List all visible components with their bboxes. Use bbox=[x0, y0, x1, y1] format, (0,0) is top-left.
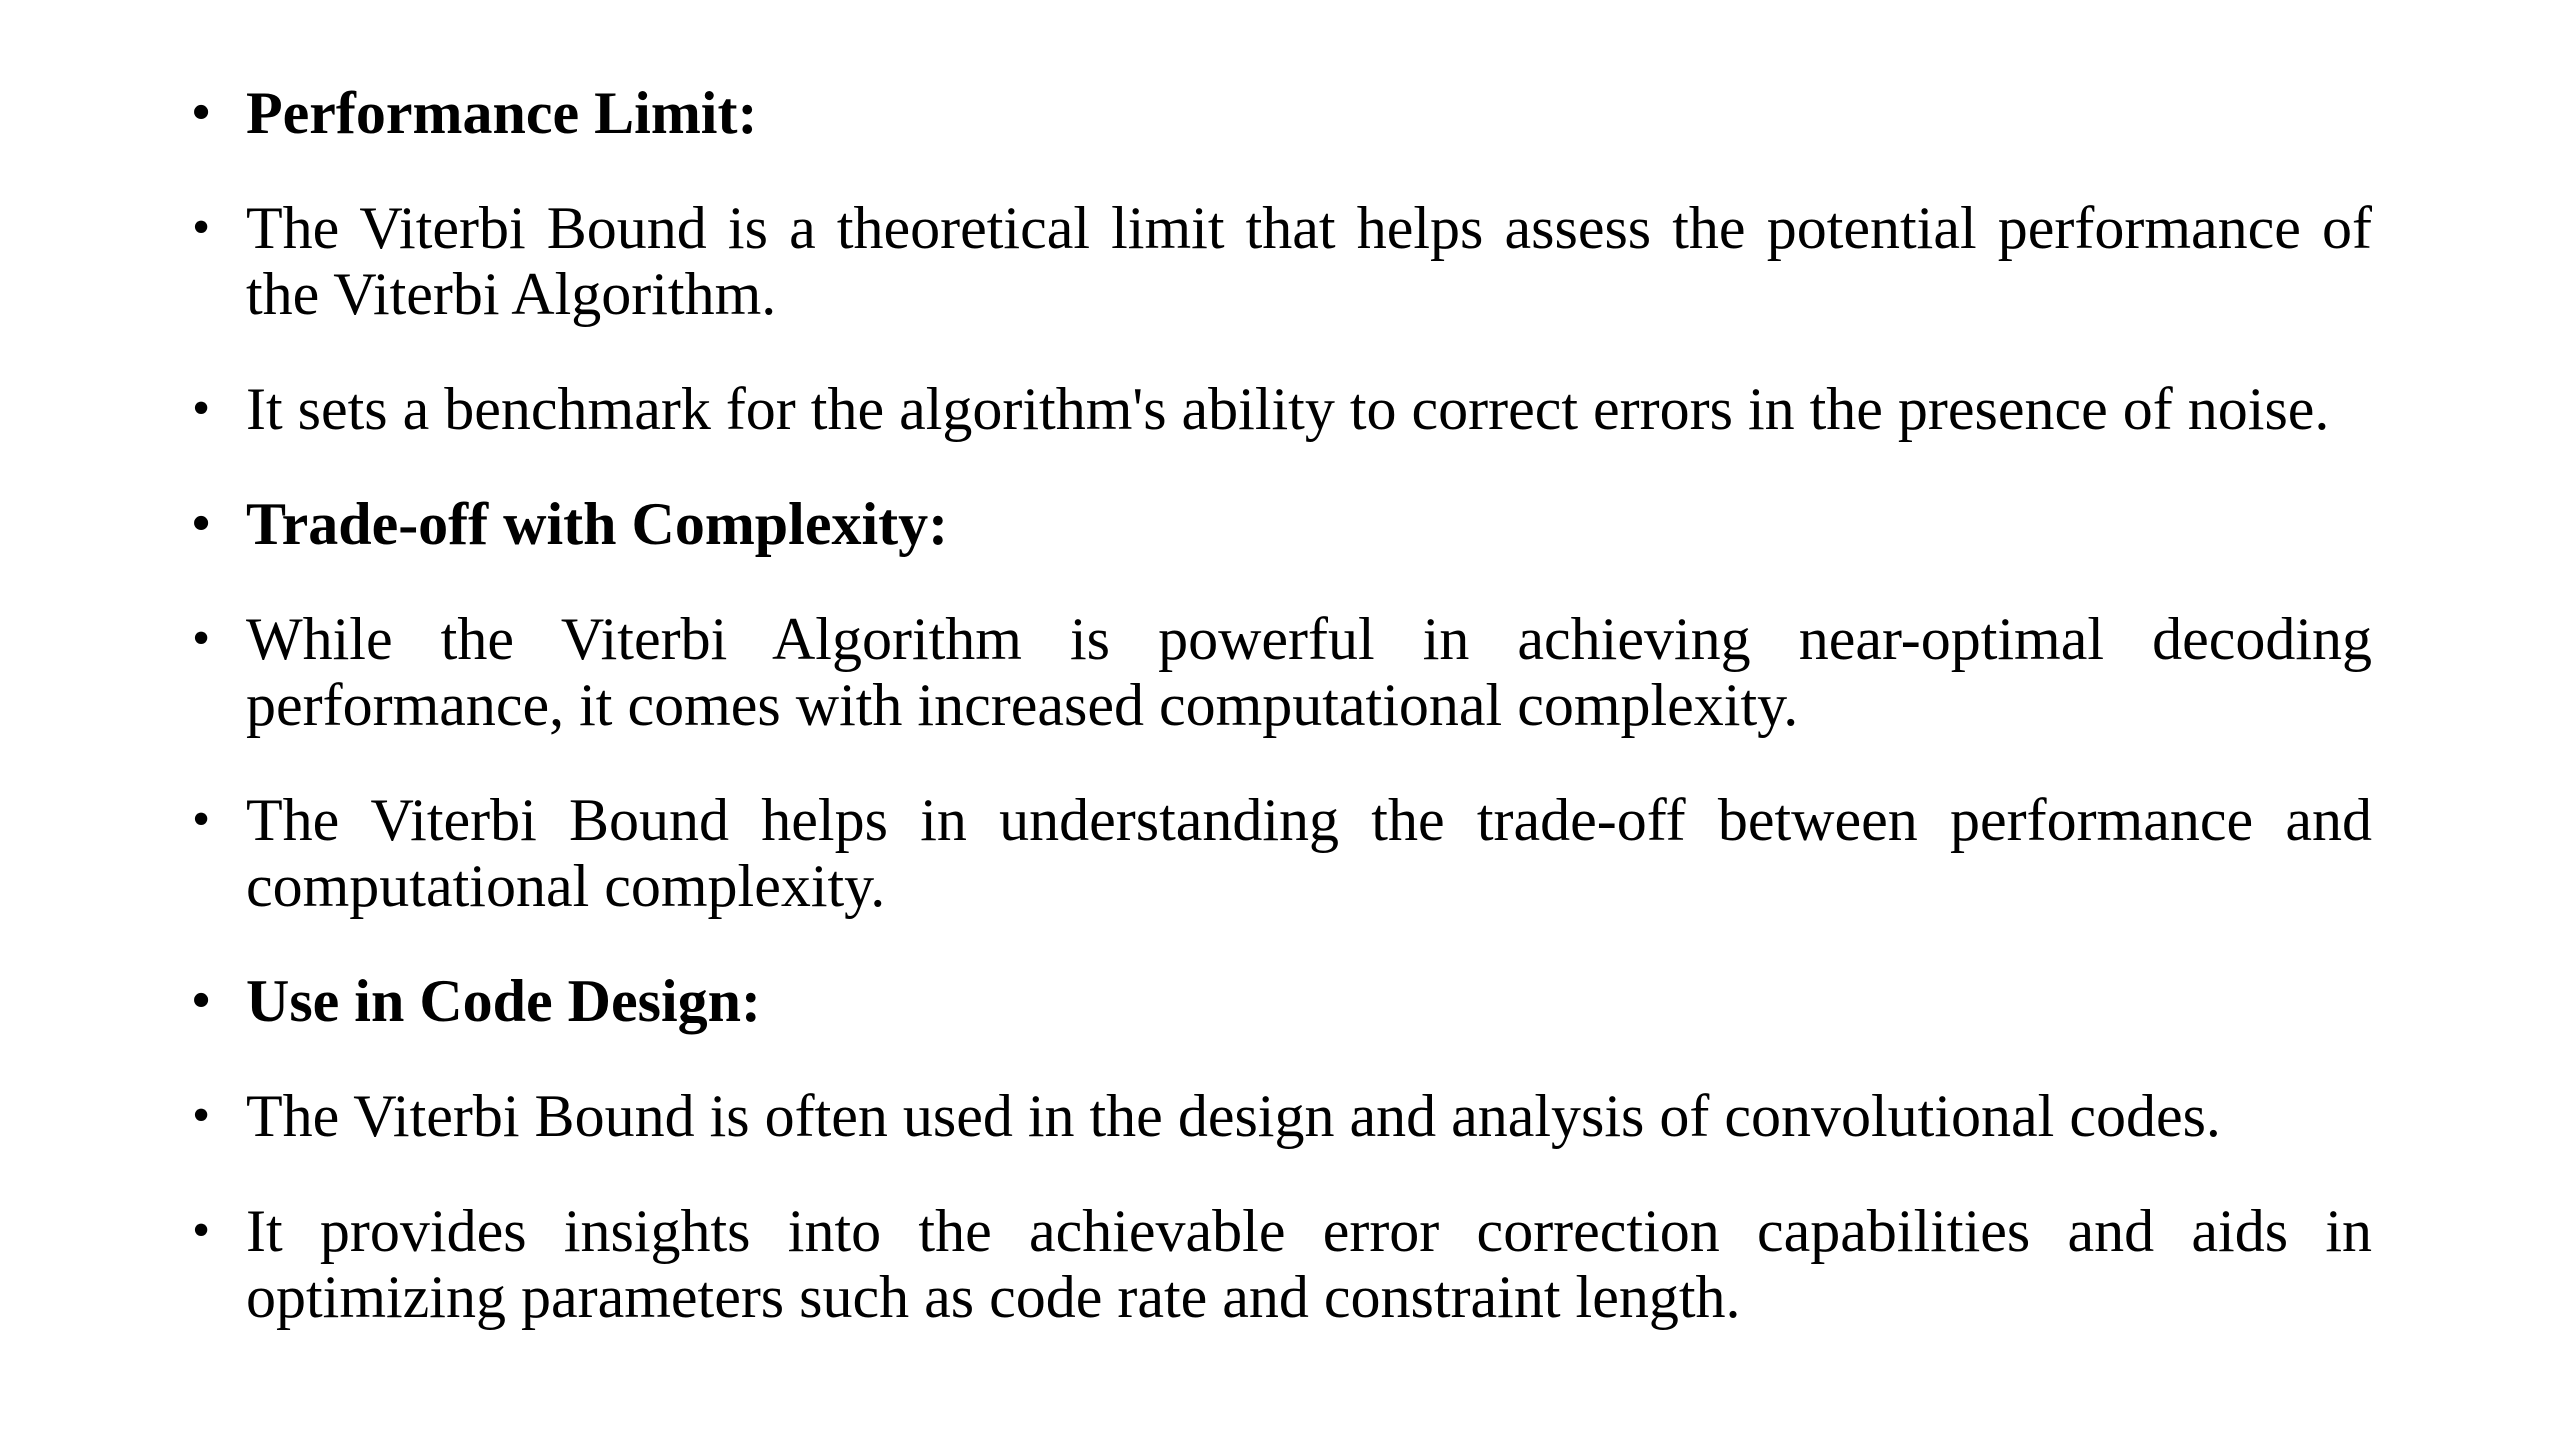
bullet-icon: • bbox=[192, 610, 211, 667]
bullet-text: The Viterbi Bound is often used in the design and analysis of convolutional codes. bbox=[246, 1083, 2221, 1149]
bullet-heading-performance-limit bbox=[192, 80, 2372, 146]
bullet-icon: • bbox=[192, 791, 211, 848]
bullet-item bbox=[192, 1083, 2372, 1149]
bullet-text: Trade-off with Complexity: bbox=[246, 491, 949, 557]
bullet-text: It sets a benchmark for the algorithm's ability to correct errors in the presence of noise. bbox=[246, 376, 2330, 442]
bullet-item bbox=[192, 195, 2372, 327]
bullet-heading-code-design bbox=[192, 968, 2372, 1034]
bullet-text: Performance Limit: bbox=[246, 80, 758, 146]
bullet-heading-trade-off bbox=[192, 491, 2372, 557]
bullet-text: While the Viterbi Algorithm is powerful in achieving near-optimal decoding performance, it comes with increased computational complexity. bbox=[246, 606, 2372, 738]
bullet-text: The Viterbi Bound is a theoretical limit that helps assess the potential performance of the Viterbi Algorithm. bbox=[246, 195, 2372, 327]
bullet-item bbox=[192, 787, 2372, 919]
bullet-item bbox=[192, 606, 2372, 738]
bullet-icon: • bbox=[192, 1202, 211, 1259]
bullet-text: Use in Code Design: bbox=[246, 968, 762, 1034]
bullet-text: The Viterbi Bound helps in understanding the trade-off between performance and computational complexity. bbox=[246, 787, 2372, 919]
bullet-icon: • bbox=[192, 84, 211, 141]
bullet-text: It provides insights into the achievable error correction capabilities and aids in optimizing parameters such as code rate and constraint length. bbox=[246, 1198, 2372, 1330]
bullet-item bbox=[192, 1198, 2372, 1330]
bullet-icon: • bbox=[192, 380, 211, 437]
bullet-icon: • bbox=[192, 972, 211, 1029]
bullet-icon: • bbox=[192, 199, 211, 256]
bullet-list bbox=[192, 80, 2372, 1379]
bullet-item bbox=[192, 376, 2372, 442]
bullet-icon: • bbox=[192, 495, 211, 552]
bullet-icon: • bbox=[192, 1087, 211, 1144]
